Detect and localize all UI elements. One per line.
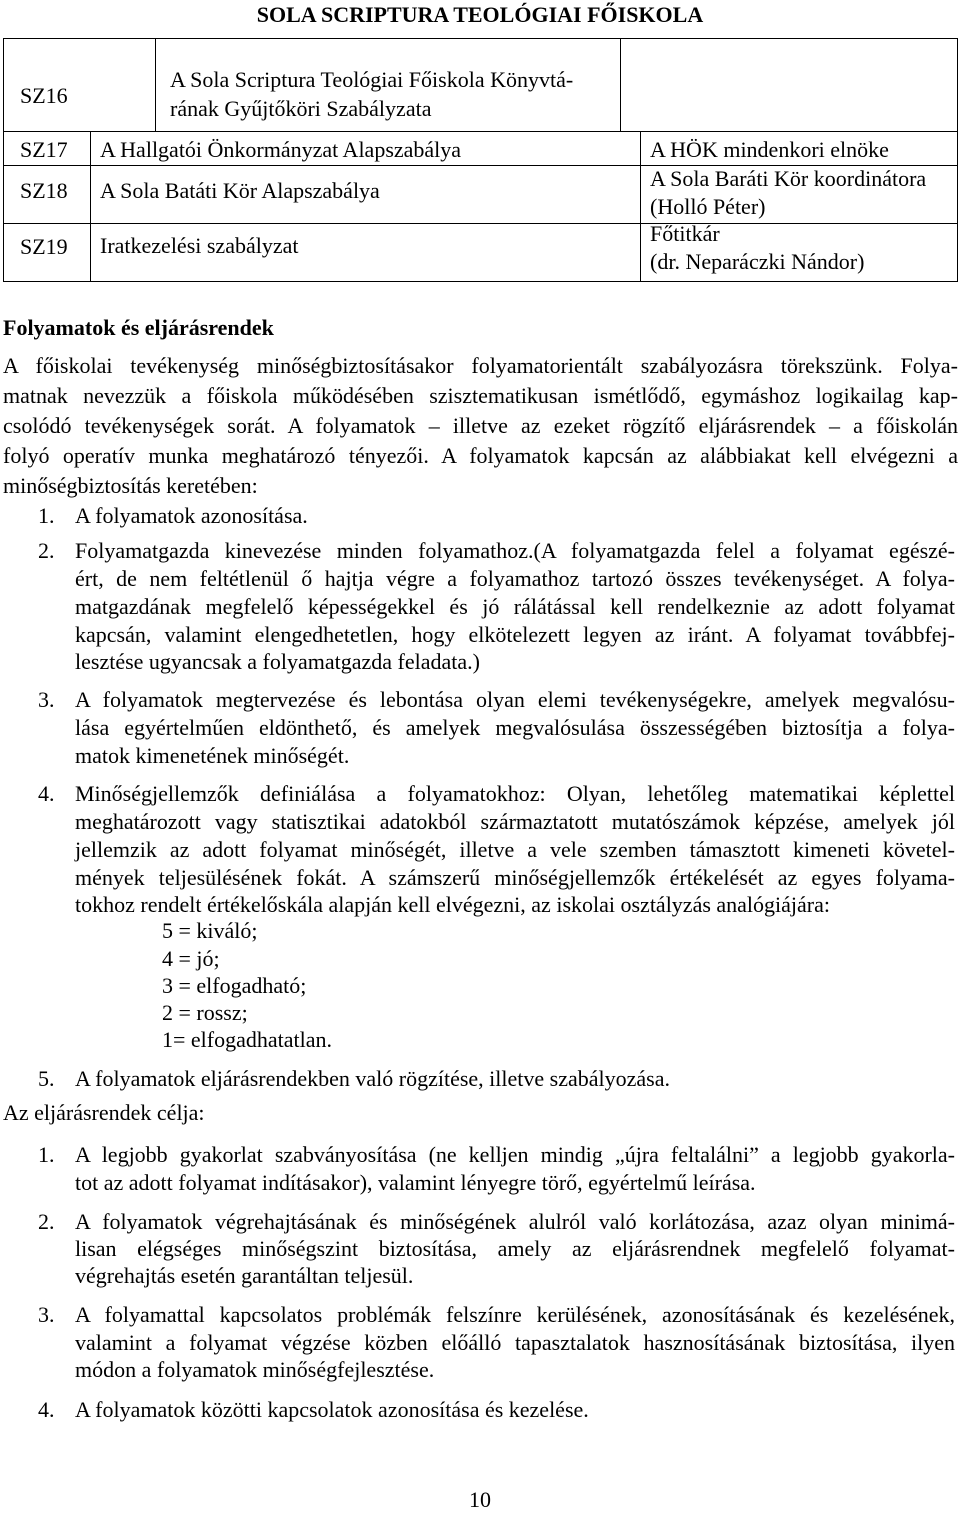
regulation-title: A Sola Scriptura Teológiai Főiskola Könyvtá- xyxy=(170,67,574,92)
regulation-responsible: (Holló Péter) xyxy=(650,194,766,219)
table-row-divider xyxy=(3,131,958,132)
regulation-title: A Hallgatói Önkormányzat Alapszabálya xyxy=(100,137,462,162)
list-item-line: kapcsán, valamint elengedhetetlen, hogy elkötelezett legyen az iránt. A folyamat továbbfej- xyxy=(75,622,955,647)
list-number: 3. xyxy=(38,687,55,712)
list-number: 4. xyxy=(38,1397,55,1422)
list-item-line: meghatározott vagy statisztikai adatokból származtatott mutatószámok képzése, amelyek jól xyxy=(75,809,955,834)
list-item-line: A folyamattal kapcsolatos problémák felszínre kerülésének, azonosításának és kezelésének, xyxy=(75,1302,955,1327)
intro-line: folyó operatív munka meghatározó tényezői. A folyamatok kapcsán az alábbiakat kell elvégezni a xyxy=(3,443,958,468)
list-item-line: A legjobb gyakorlat szabványosítása (ne kelljen mindig „újra feltalálni” a legjobb gyakorla- xyxy=(75,1142,955,1167)
intro-line: csolódó tevékenységek sorát. A folyamatok – illetve az ezeket rögzítő eljárásrendek – a főiskolán xyxy=(3,413,958,438)
list-item-line: lisan elégséges minőségszint biztosítása, amely az eljárásrendnek megfelelő folyamat- xyxy=(75,1236,955,1261)
intro-line: matnak nevezzük a főiskola működésében szisztematikusan ismétlődő, egymáshoz logikailag kap- xyxy=(3,383,958,408)
list-number: 2. xyxy=(38,538,55,563)
page-header-title: SOLA SCRIPTURA TEOLÓGIAI FŐISKOLA xyxy=(256,2,704,27)
list-item-line: A folyamatok eljárásrendekben való rögzítése, illetve szabályozása. xyxy=(75,1066,670,1091)
list-number: 2. xyxy=(38,1209,55,1234)
intro-line: A főiskolai tevékenység minőségbiztosításakor folyamatorientált szabályozásra törekszünk. Folya- xyxy=(3,353,958,378)
regulation-responsible: Főtitkár xyxy=(650,221,720,246)
list-number: 1. xyxy=(38,1142,55,1167)
list-item-line: tokhoz rendelt értékelőskála alapján kell elvégezni, az iskolai osztályzás analógiájára: xyxy=(75,892,830,917)
rating-scale-entry: 3 = elfogadható; xyxy=(162,973,307,998)
list-number: 5. xyxy=(38,1066,55,1091)
regulation-title: Iratkezelési szabályzat xyxy=(100,233,299,258)
list-item-line: A folyamatok közötti kapcsolatok azonosítása és kezelése. xyxy=(75,1397,589,1422)
list-number: 4. xyxy=(38,781,55,806)
list-item-line: Folyamatgazda kinevezése minden folyamathoz.(A folyamatgazda felel a folyamat egészé- xyxy=(75,538,955,563)
table-column-divider xyxy=(90,131,91,282)
list-item-line: valamint a folyamat végzése közben előálló tapasztalatok hasznosításának biztosítása, ilyen xyxy=(75,1330,955,1355)
list-item-line: módon a folyamatok minőségfejlesztése. xyxy=(75,1357,435,1382)
regulation-responsible: A Sola Baráti Kör koordinátora xyxy=(650,166,927,191)
section-heading: Folyamatok és eljárásrendek xyxy=(3,315,274,340)
rating-scale-entry: 4 = jó; xyxy=(162,946,220,971)
rating-scale-entry: 5 = kiváló; xyxy=(162,918,258,943)
table-row-divider xyxy=(3,223,958,224)
regulation-code: SZ19 xyxy=(20,234,68,259)
list-item-line: Minőségjellemzők definiálása a folyamatokhoz: Olyan, lehetőleg matematikai képlettel xyxy=(75,781,955,806)
goals-heading: Az eljárásrendek célja: xyxy=(3,1100,205,1125)
list-item-line: lesztése ugyancsak a folyamatgazda feladata.) xyxy=(75,649,480,674)
list-item-line: A folyamatok megtervezése és lebontása olyan elemi tevékenységekre, amelyek megvalósu- xyxy=(75,687,955,712)
list-number: 1. xyxy=(38,503,55,528)
page-number: 10 xyxy=(469,1487,491,1512)
rating-scale-entry: 2 = rossz; xyxy=(162,1000,248,1025)
list-item-line: A folyamatok végrehajtásának és minőségének alulról való korlátozása, azaz olyan minimá- xyxy=(75,1209,955,1234)
regulation-title: rának Gyűjtőköri Szabályzata xyxy=(170,96,432,121)
list-item-line: matgazdának megfelelő képességekkel és jó rálátással kell rendelkeznie az adott folyamat xyxy=(75,594,955,619)
rating-scale-entry: 1= elfogadhatatlan. xyxy=(162,1027,333,1052)
regulation-title: A Sola Batáti Kör Alapszabálya xyxy=(100,178,380,203)
list-item-line: jellemzik az adott folyamat minőségét, illetve a vele szemben támasztott kimeneti követel- xyxy=(75,837,955,862)
regulation-code: SZ16 xyxy=(20,83,68,108)
list-item-line: mények teljesülésének fokát. A számszerű minőségjellemzők értékelését az egyes folyama- xyxy=(75,865,955,890)
intro-line: minőségbiztosítás keretében: xyxy=(3,473,258,498)
list-item-line: végrehajtás esetén garantáltan teljesül. xyxy=(75,1263,414,1288)
list-number: 3. xyxy=(38,1302,55,1327)
list-item-line: ért, de nem feltétlenül ő hajtja végre a folyamathoz tartozó összes tevékenységet. A folya- xyxy=(75,566,955,591)
table-column-divider xyxy=(640,131,641,282)
table-column-divider xyxy=(620,38,621,132)
regulation-responsible: (dr. Neparáczki Nándor) xyxy=(650,249,865,274)
regulation-responsible: A HÖK mindenkori elnöke xyxy=(650,137,889,162)
regulation-code: SZ18 xyxy=(20,178,68,203)
list-item-line: A folyamatok azonosítása. xyxy=(75,503,308,528)
regulation-code: SZ17 xyxy=(20,137,68,162)
list-item-line: lása egyértelműen eldönthető, és amelyek megvalósulása összességében biztosítja a folya- xyxy=(75,715,955,740)
list-item-line: tot az adott folyamat indításakor), valamint lényegre törő, egyértelmű leírása. xyxy=(75,1170,756,1195)
table-column-divider xyxy=(155,38,156,132)
list-item-line: matok kimenetének minőségét. xyxy=(75,743,350,768)
